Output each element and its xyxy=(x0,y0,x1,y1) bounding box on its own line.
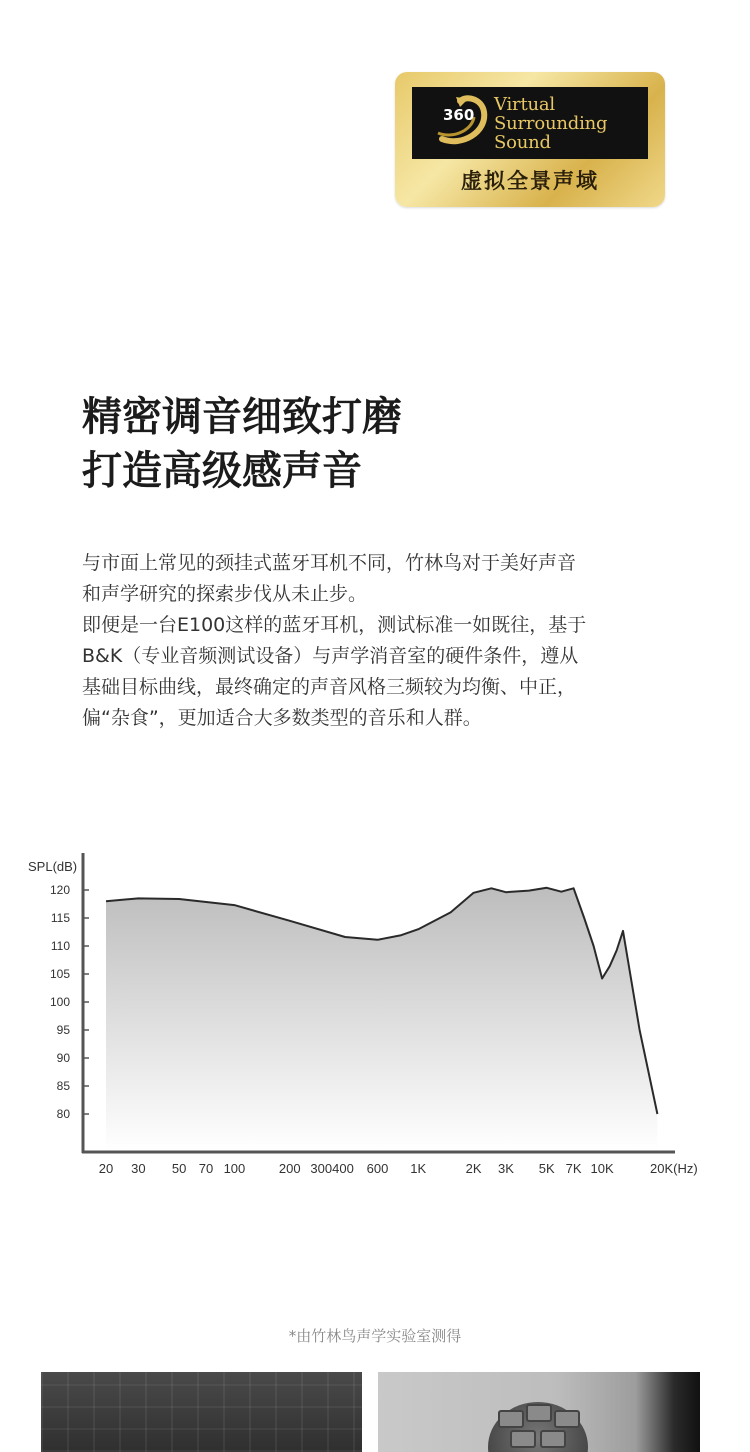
x-tick-label: 100 xyxy=(223,1161,246,1176)
sphere-segment xyxy=(510,1430,536,1448)
x-tick-label: 5K xyxy=(538,1161,555,1176)
measurement-note: *由竹林鸟声学实验室测得 xyxy=(288,1327,462,1345)
x-axis-unit-label: 20K(Hz) xyxy=(650,1161,698,1176)
x-tick-label: 70 xyxy=(198,1161,214,1176)
y-tick-label: 95 xyxy=(56,1023,70,1037)
sphere-segment xyxy=(526,1404,552,1422)
x-tick-label: 50 xyxy=(171,1161,187,1176)
anechoic-chamber-photo xyxy=(41,1372,362,1452)
headline-line-1: 精密调音细致打磨 xyxy=(82,394,402,440)
y-tick-label: 115 xyxy=(50,911,70,925)
sphere-segment xyxy=(554,1410,580,1428)
y-tick-label: 110 xyxy=(50,939,70,953)
body-line: 和声学研究的探索步伐从未止步。 xyxy=(82,583,368,605)
response-area-fill xyxy=(106,888,657,1151)
sphere-microphone-array xyxy=(488,1402,588,1452)
x-tick-label: 600 xyxy=(366,1161,389,1176)
measurement-sphere-photo xyxy=(378,1372,700,1452)
body-line: 即便是一台E100这样的蓝牙耳机，测试标准一如既往，基于 xyxy=(82,614,587,636)
headline-line-2: 打造高级感声音 xyxy=(82,448,362,494)
x-tick-label: 2K xyxy=(465,1161,482,1176)
x-tick-label: 30 xyxy=(131,1161,146,1176)
body-line: 偏“杂食”，更加适合大多数类型的音乐和人群。 xyxy=(82,707,482,729)
x-tick-label: 7K xyxy=(565,1161,582,1176)
x-tick-label: 20 xyxy=(98,1161,114,1176)
badge-word-sound: Sound xyxy=(494,131,551,153)
y-tick-label: 105 xyxy=(49,967,70,981)
y-tick-label: 100 xyxy=(49,995,70,1009)
virtual-surround-badge xyxy=(395,72,665,207)
surround-swirl-icon xyxy=(412,87,494,159)
frequency-response-chart xyxy=(0,845,750,1185)
section-headline xyxy=(82,390,682,498)
badge-word-virtual: Virtual xyxy=(494,93,555,115)
body-line: 与市面上常见的颈挂式蓝牙耳机不同，竹林鸟对于美好声音 xyxy=(82,552,577,574)
badge-logo-panel xyxy=(412,87,648,159)
description-paragraph xyxy=(82,548,682,734)
body-line: B&K（专业音频测试设备）与声学消音室的硬件条件，遵从 xyxy=(82,645,579,667)
y-tick-label: 80 xyxy=(56,1107,70,1121)
sphere-segment xyxy=(498,1410,524,1428)
badge-360-label: 360 xyxy=(443,106,475,124)
badge-caption: 虚拟全景声域 xyxy=(461,169,599,193)
body-line: 基础目标曲线，最终确定的声音风格三频较为均衡、中正， xyxy=(82,676,577,698)
x-tick-label: 300400 xyxy=(310,1161,354,1176)
y-tick-label: 85 xyxy=(56,1079,70,1093)
sphere-segment xyxy=(540,1430,566,1448)
x-tick-label: 1K xyxy=(410,1161,427,1176)
badge-word-surrounding: Surrounding xyxy=(494,112,608,134)
badge-words xyxy=(494,95,607,152)
x-tick-label: 10K xyxy=(590,1161,614,1176)
y-axis-label: SPL(dB) xyxy=(28,859,78,874)
x-tick-label: 3K xyxy=(497,1161,514,1176)
y-tick-label: 90 xyxy=(56,1051,70,1065)
x-tick-label: 200 xyxy=(278,1161,301,1176)
y-tick-label: 120 xyxy=(49,883,70,897)
